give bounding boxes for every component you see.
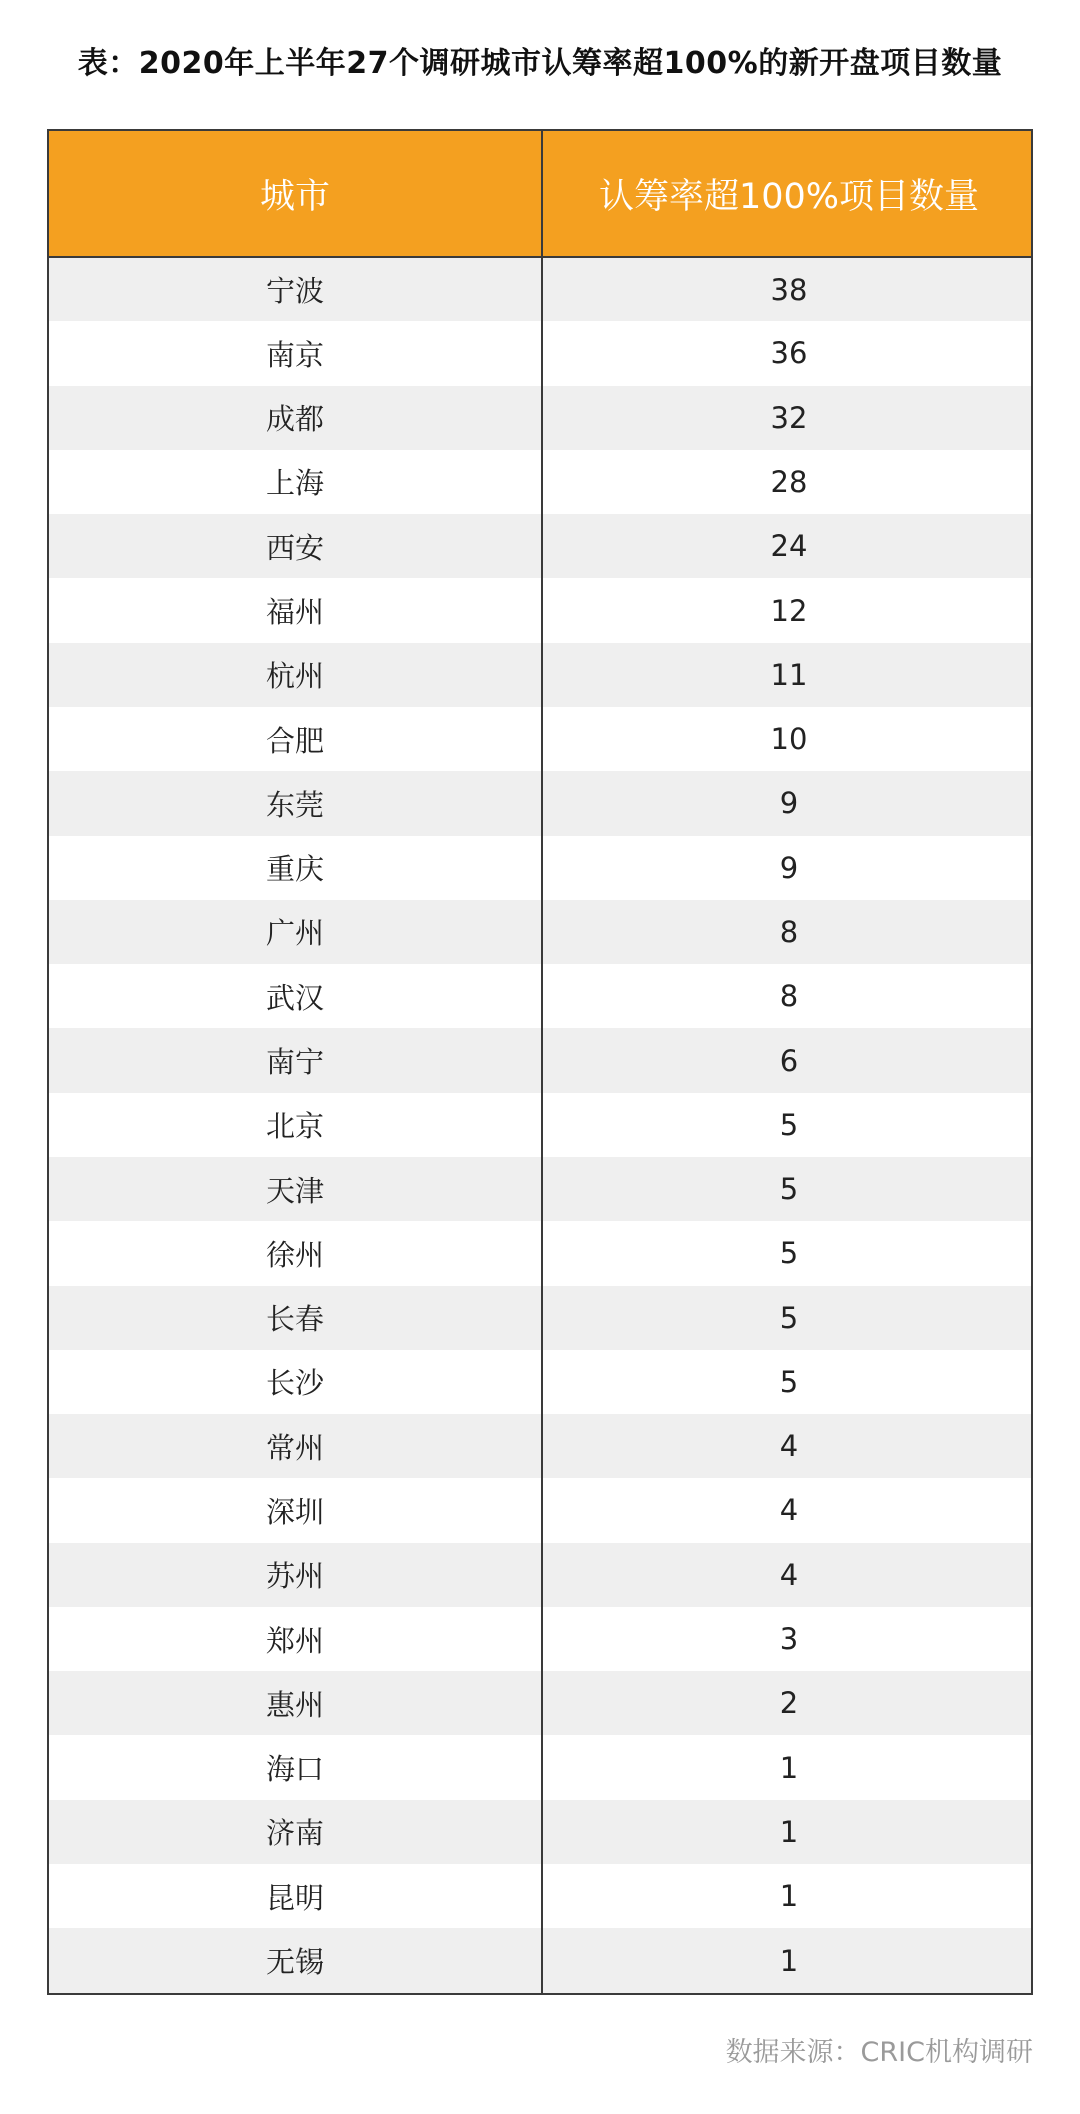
table-row (49, 707, 1033, 771)
table-row (49, 1800, 1033, 1864)
table-row (49, 386, 1033, 450)
cell-city: 南京 (265, 337, 324, 372)
cell-city: 北京 (265, 1109, 324, 1144)
cell-city: 南宁 (265, 1045, 324, 1080)
cell-count: 28 (542, 450, 1033, 514)
cell-count: 10 (542, 707, 1033, 771)
cell-count: 11 (542, 643, 1033, 707)
cell-count: 4 (542, 1543, 1033, 1607)
table-row (49, 1157, 1033, 1221)
table-title: 表：2020年上半年27个调研城市认筹率超100%的新开盘项目数量 (77, 46, 1003, 81)
table-row (49, 836, 1033, 900)
cell-city: 广州 (265, 916, 324, 951)
cell-city: 长沙 (265, 1366, 324, 1401)
table-row (49, 321, 1033, 385)
table-row (49, 1671, 1033, 1735)
cell-count: 2 (542, 1671, 1033, 1735)
column-header-count: 认筹率超100%项目数量 (542, 131, 1033, 257)
table-row (49, 1350, 1033, 1414)
data-table (47, 129, 1033, 1995)
cell-count: 9 (542, 836, 1033, 900)
table-row (49, 1543, 1033, 1607)
cell-count: 5 (542, 1350, 1033, 1414)
cell-count: 4 (542, 1414, 1033, 1478)
cell-city: 武汉 (265, 980, 324, 1015)
data-source-note: 数据来源：CRIC机构调研 (725, 2037, 1033, 2068)
table-row (49, 1286, 1033, 1350)
cell-count: 32 (542, 386, 1033, 450)
table-row (49, 964, 1033, 1028)
column-header-city: 城市 (49, 131, 542, 257)
cell-city: 合肥 (265, 723, 324, 758)
cell-count: 36 (542, 321, 1033, 385)
table-row (49, 1093, 1033, 1157)
cell-city: 东莞 (265, 787, 324, 822)
cell-count: 9 (542, 771, 1033, 835)
table-row (49, 514, 1033, 578)
cell-count: 12 (542, 578, 1033, 642)
table-row (49, 1735, 1033, 1799)
cell-city: 长春 (265, 1302, 324, 1337)
table-row (49, 1414, 1033, 1478)
cell-city: 昆明 (265, 1880, 324, 1915)
table-row (49, 1028, 1033, 1092)
cell-count: 8 (542, 964, 1033, 1028)
cell-count: 24 (542, 514, 1033, 578)
table-row (49, 1928, 1033, 1993)
cell-count: 3 (542, 1607, 1033, 1671)
table-header-row (49, 131, 1033, 257)
cell-count: 5 (542, 1157, 1033, 1221)
cell-city: 郑州 (265, 1623, 324, 1658)
cell-count: 1 (542, 1864, 1033, 1928)
table-row (49, 771, 1033, 835)
table-row (49, 643, 1033, 707)
table-row (49, 1864, 1033, 1928)
cell-city: 西安 (265, 530, 324, 565)
cell-count: 4 (542, 1478, 1033, 1542)
cell-count: 5 (542, 1286, 1033, 1350)
cell-count: 5 (542, 1221, 1033, 1285)
cell-city: 福州 (265, 595, 324, 630)
cell-count: 1 (542, 1735, 1033, 1799)
cell-count: 6 (542, 1028, 1033, 1092)
table-row (49, 578, 1033, 642)
cell-city: 无锡 (265, 1945, 324, 1980)
cell-city: 杭州 (265, 659, 324, 694)
table-row (49, 1478, 1033, 1542)
table-body (49, 257, 1033, 1993)
cell-city: 徐州 (265, 1237, 324, 1272)
cell-city: 深圳 (265, 1494, 324, 1529)
table-row (49, 257, 1033, 321)
cell-city: 济南 (265, 1816, 324, 1851)
cell-count: 1 (542, 1928, 1033, 1993)
table-row (49, 1607, 1033, 1671)
cell-city: 天津 (265, 1173, 324, 1208)
cell-city: 重庆 (265, 852, 324, 887)
table-row (49, 1221, 1033, 1285)
cell-count: 5 (542, 1093, 1033, 1157)
table-row (49, 450, 1033, 514)
cell-city: 常州 (265, 1430, 324, 1465)
cell-count: 38 (542, 257, 1033, 321)
cell-city: 苏州 (265, 1559, 324, 1594)
cell-city: 成都 (265, 402, 324, 437)
cell-city: 宁波 (265, 274, 324, 309)
cell-city: 惠州 (265, 1687, 324, 1722)
cell-city: 海口 (265, 1752, 324, 1787)
cell-count: 8 (542, 900, 1033, 964)
table-row (49, 900, 1033, 964)
cell-count: 1 (542, 1800, 1033, 1864)
cell-city: 上海 (265, 466, 324, 501)
